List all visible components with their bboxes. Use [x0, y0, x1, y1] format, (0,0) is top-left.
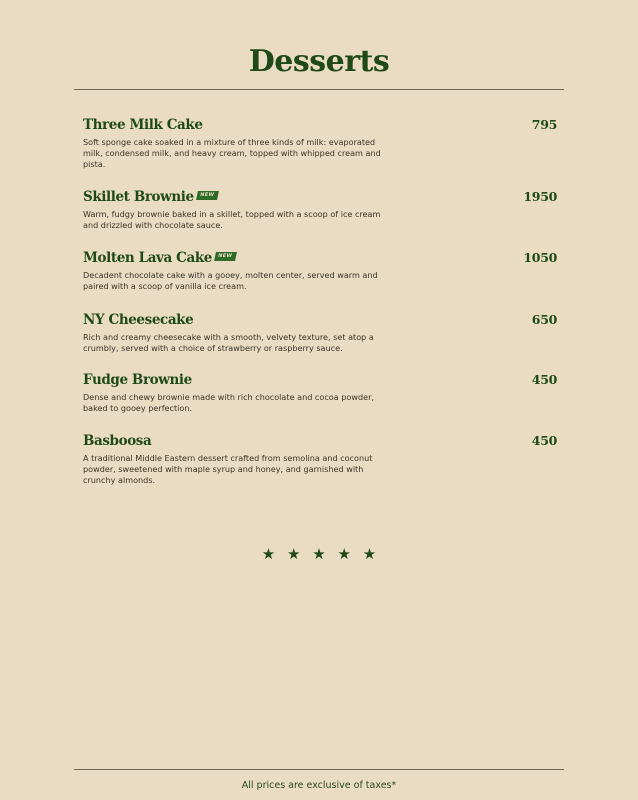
item-description: Warm, fudgy brownie baked in a skillet, topped with a scoop of ice cream and drizzled with chocolate sauce. [83, 209, 381, 230]
menu-item-skillet-brownie [83, 187, 557, 231]
item-price: 650 [531, 312, 557, 327]
item-name: Basboosa [83, 433, 152, 449]
new-badge: NEW [196, 191, 219, 200]
new-badge: NEW [214, 252, 237, 261]
item-price: 450 [531, 372, 557, 387]
item-description: A traditional Middle Eastern dessert crafted from semolina and coconut powder, sweetened with maple syrup and honey, and garnished with crunchy almonds. [83, 453, 373, 485]
item-description: Decadent chocolate cake with a gooey, molten center, served warm and paired with a scoop of vanilla ice cream. [83, 270, 378, 291]
star-divider [0, 545, 638, 563]
star-icon: ★ [287, 545, 301, 563]
star-icon: ★ [261, 545, 276, 563]
item-name: NY Cheesecake [83, 312, 194, 328]
menu-item-header [83, 310, 557, 330]
menu-item-three-milk-cake [83, 115, 557, 170]
menu-item-molten-lava-cake [83, 248, 557, 292]
item-price: 1050 [523, 250, 557, 265]
top-divider [74, 89, 564, 90]
item-price: 1950 [523, 189, 557, 204]
item-name: Skillet Brownie [83, 189, 194, 205]
footer-note: All prices are exclusive of taxes* [241, 780, 397, 791]
item-description: Dense and chewy brownie made with rich chocolate and cocoa powder, baked to gooey perfection. [83, 392, 374, 413]
star-icon: ★ [312, 545, 326, 563]
item-price: 795 [531, 117, 557, 132]
menu-item-header [83, 431, 557, 451]
menu-item-basboosa [83, 431, 557, 486]
menu-item-header [83, 115, 557, 135]
item-name: Fudge Brownie [83, 372, 192, 388]
item-price: 450 [531, 433, 557, 448]
menu-item-ny-cheesecake [83, 310, 557, 354]
menu-item-header [83, 187, 557, 207]
bottom-divider [74, 769, 564, 770]
menu-item-header [83, 248, 557, 268]
menu-item-header [83, 370, 557, 390]
star-icon: ★ [362, 545, 377, 563]
item-description: Rich and creamy cheesecake with a smooth, velvety texture, set atop a crumbly, served with a choice of strawberry or raspberry sauce. [83, 332, 374, 353]
menu-item-fudge-brownie [83, 370, 557, 414]
page-title: Desserts [248, 44, 390, 79]
item-description: Soft sponge cake soaked in a mixture of three kinds of milk: evaporated milk, condensed milk, and heavy cream, topped with whipped cream and pista. [83, 137, 381, 169]
star-icon: ★ [337, 545, 351, 563]
item-name: Three Milk Cake [83, 117, 203, 133]
item-name: Molten Lava Cake [83, 250, 212, 266]
